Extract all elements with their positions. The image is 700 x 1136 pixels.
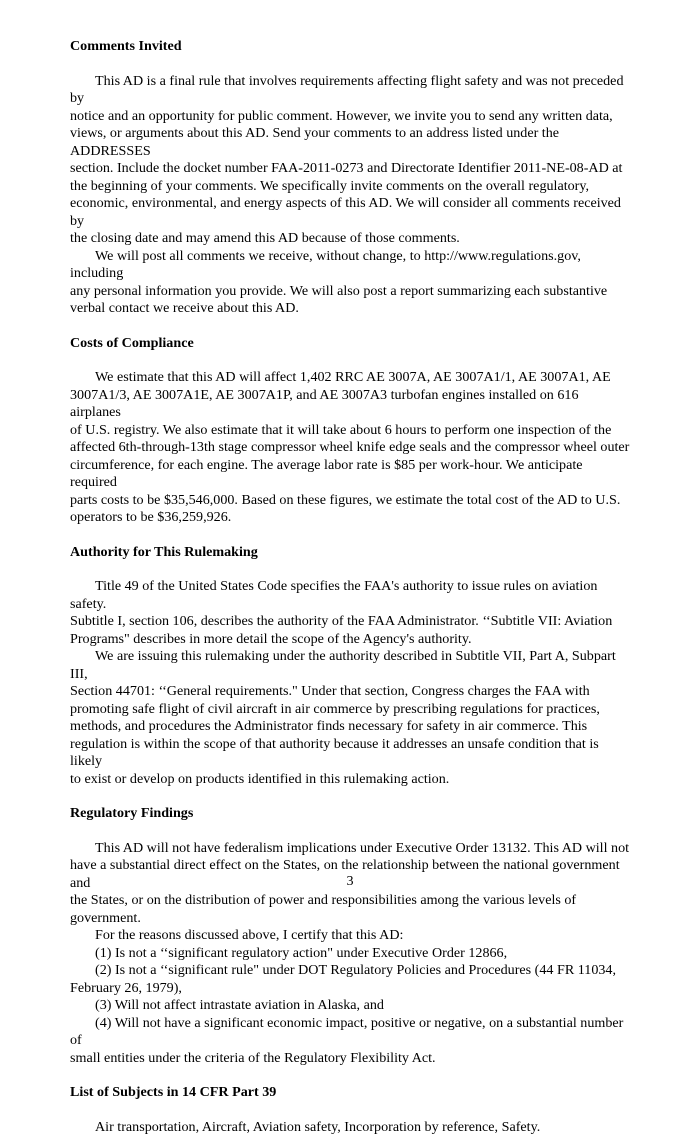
spacer	[70, 527, 630, 544]
paragraph: Air transportation, Aircraft, Aviation safety, Incorporation by reference, Safety.	[70, 1119, 630, 1136]
section-heading: Costs of Compliance	[70, 335, 630, 353]
section-heading: List of Subjects in 14 CFR Part 39	[70, 1084, 630, 1102]
paragraph: For the reasons discussed above, I certify that this AD:	[70, 927, 630, 945]
list-item: (4) Will not have a significant economic impact, positive or negative, on a substantial number of small entities under the criteria of the Regulatory Flexibility Act.	[70, 1015, 630, 1068]
paragraph: We are issuing this rulemaking under the authority described in Subtitle VII, Part A, Subpart III, Section 44701: ‘‘General requirements." Under that section, Congress charges the FAA with promoting safe flight of civil aircraft in air commerce by prescribing regulations for practices, methods, and procedures the Administrator finds necessary for safety in air commerce. This regulation is within the scope of that authority because it addresses an unsafe condition that is likely to exist or develop on products identified in this rulemaking action.	[70, 648, 630, 788]
spacer	[70, 56, 630, 73]
paragraph: This AD will not have federalism implications under Executive Order 13132. This AD will not have a substantial direct effect on the States, on the relationship between the national government and the States, or on the distribution of power and responsibilities among the various levels of government.	[70, 840, 630, 928]
section-heading: Comments Invited	[70, 38, 630, 56]
section-heading: Authority for This Rulemaking	[70, 544, 630, 562]
spacer	[70, 352, 630, 369]
spacer	[70, 788, 630, 805]
paragraph: This AD is a final rule that involves requirements affecting flight safety and was not preceded by notice and an opportunity for public comment. However, we invite you to send any written data, views, or arguments about this AD. Send your comments to an address listed under the ADDRESSES section. Include the docket number FAA-2011-0273 and Directorate Identifier 2011-NE-08-AD at the beginning of your comments. We specifically invite comments on the overall regulatory, economic, environmental, and energy aspects of this AD. We will consider all comments received by the closing date and may amend this AD because of those comments.	[70, 73, 630, 248]
list-item: (2) Is not a ‘‘significant rule" under DOT Regulatory Policies and Procedures (44 FR 11034, February 26, 1979),	[70, 962, 630, 997]
paragraph: We will post all comments we receive, without change, to http://www.regulations.gov, including any personal information you provide. We will also post a report summarizing each substantive verbal contact we receive about this AD.	[70, 248, 630, 318]
spacer	[70, 561, 630, 578]
spacer	[70, 1102, 630, 1119]
paragraph: We estimate that this AD will affect 1,402 RRC AE 3007A, AE 3007A1/1, AE 3007A1, AE 3007A1/3, AE 3007A1E, AE 3007A1P, and AE 3007A3 turbofan engines installed on 616 airplanes of U.S. registry. We also estimate that it will take about 6 hours to perform one inspection of the affected 6th-through-13th stage compressor wheel knife edge seals and the compressor wheel outer circumference, for each engine. The average labor rate is $85 per work-hour. We anticipate required parts costs to be $35,546,000. Based on these figures, we estimate the total cost of the AD to U.S. operators to be $36,259,926.	[70, 369, 630, 527]
document-page	[70, 38, 630, 1136]
spacer	[70, 318, 630, 335]
spacer	[70, 1067, 630, 1084]
page-number: 3	[0, 873, 700, 890]
section-heading: Regulatory Findings	[70, 805, 630, 823]
paragraph: Title 49 of the United States Code specifies the FAA's authority to issue rules on aviation safety. Subtitle I, section 106, describes the authority of the FAA Administrator. ‘‘Subtitle VII: Aviation Programs" describes in more detail the scope of the Agency's authority.	[70, 578, 630, 648]
list-item: (1) Is not a ‘‘significant regulatory action" under Executive Order 12866,	[70, 945, 630, 963]
list-item: (3) Will not affect intrastate aviation in Alaska, and	[70, 997, 630, 1015]
spacer	[70, 823, 630, 840]
